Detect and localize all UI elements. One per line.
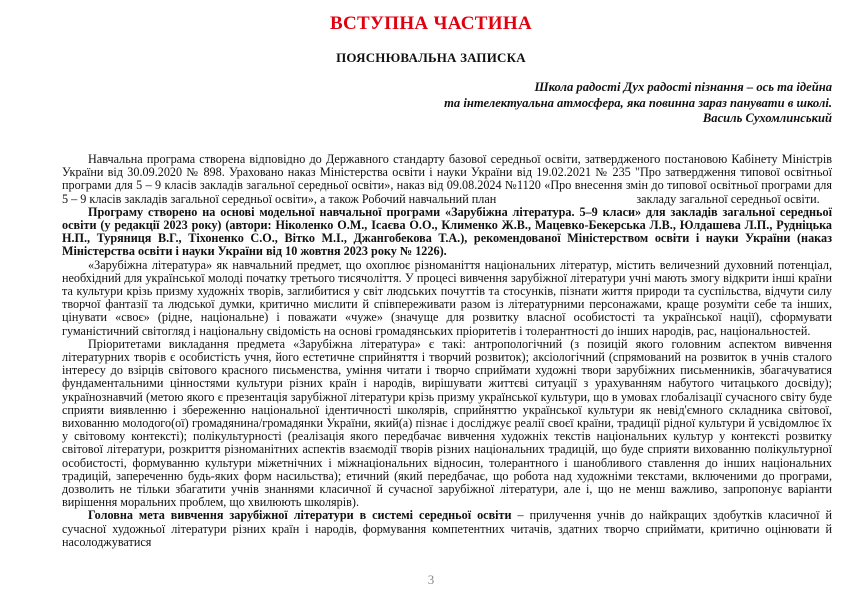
section-subtitle: ПОЯСНЮВАЛЬНА ЗАПИСКА [336, 50, 526, 65]
page-number: 3 [427, 572, 435, 587]
document-body [62, 153, 832, 549]
epigraph-author: Василь Сухомлинський [702, 111, 832, 125]
paragraph-priorities: Пріоритетами викладання предмета «Зарубіжна література» є такі: антропологічний (з позицій якого головним аспектом вивчення літературних творів є особистість учня, його естетичне сприйняття і творчий розвиток); аксіологічний (спрямований на розвиток в учнів сталого інтересу до взірців світового красного письменства, уміння читати і творчо сприймати художні твори зарубіжних письменників, збагачуватися фундаментальними цінностями культури різних країн і народів, вирішувати життєві ситуації з урахуванням набутого читацького досвіду); українознавчий (метою якого є презентація зарубіжної літератури крізь призму української культури, що в умовах глобалізації сучасного світу буде сприяти виявленню і збереженню національної ідентичності школярів, сприйняттю української культури як невід'ємного складника світової, вихованню молодого(ої) громадянина/громадянки України, який(а) пізнає і досліджує реалії своєї країни, традиції рідної культури й усвідомлює їх у світовому контексті); полікультурності (реалізація якого передбачає вивчення художніх текстів національних культур у контексті розвитку світової літератури, розкриття різноманітних аспектів взаємодії творів різних національних традицій, що буде сприяти вихованню полікультурної особистості, формуванню культури міжетнічних і міжнаціональних відносин, толерантного і шанобливого ставлення до інших національних традицій, запереченню будь-яких форм насильства); етичний (який передбачає, що робота над художніми текстами, включеними до програми, дозволить не тільки збагатити учнів знаннями класичної й сучасної зарубіжної літератури, але і, що не менш важливо, запропонує варіанти вирішення моральних проблем, що хвилюють школярів). [62, 336, 832, 510]
paragraph-standard-end: закладу загальної середньої освіти. [636, 191, 820, 206]
main-goal-text: – прилучення учнів до найкращих здобутків класичної й сучасної художньої літератури різних країн і народів, формування компетентних читачів, здатних творчо сприймати, критично оцінювати й насолоджуватися [62, 508, 833, 549]
paragraph-subject-description: «Зарубіжна література» як навчальний предмет, що охоплює різноманіття національних літератур, містить величезний духовний потенціал, необхідний для української молоді початку третього тисячоліття. У процесі вивчення зарубіжної літератури учні мають змогу відкрити інші країни та культури крізь призму художніх творів, заглибитися у світ людських почуттів та стосунків, пізнати життя природи та суспільства, відчути силу творчої фантазії та людської думки, критично мислити й співпереживати разом із літературними персонажами, краще розуміти себе та інших, цінувати «своє» (рідне, національне) і поважати «чуже» (значуще для розвитку власної особистості та української нації), сформувати гуманістичний світогляд і національну свідомість на основі громадянських пріоритетів і толерантності до інших народів, рас, національностей. [62, 257, 832, 338]
paragraph-standard-text: Навчальна програма створена відповідно до Державного стандарту базової середньої освіти, затвердженого постановою Кабінету Міністрів України від 30.09.2020 № 898. Ураховано наказ Міністерства освіти і науки України від 19.02.2021 № 235 "Про затвердження типової освітньої програми для 5 – 9 класів закладів загальної середньої освіти», наказ від 09.08.2024 №1120 «Про внесення змін до типової освітньої програми для 5 – 9 класів закладів загальної середньої освіти», а також Робочий навчальний план [62, 152, 832, 206]
epigraph-line-1: Школа радості Дух радості пізнання – ось та ідейна [534, 80, 832, 94]
paragraph-model-program: Програму створено на основі модельної навчальної програми «Зарубіжна література. 5–9 класи» для закладів загальної середньої освіти (у редакції 2023 року) (автори: Ніколенко О.М., Ісаєва О.О., Клименко Ж.В., Мацевко-Бекерська Л.В., Юлдашева Л.П., Рудніцька Н.П., Туряниця В.Г., Тіхоненко С.О., Вітко М.І., Джангобекова Т.А.), рекомендованої Міністерством освіти і науки України (наказ Міністерства освіти і науки України від 10 жовтня 2023 року № 1226). [62, 204, 832, 259]
epigraph-line-2: та інтелектуальна атмосфера, яка повинна зараз панувати в школі. [444, 95, 832, 110]
paragraph-standard [62, 153, 832, 206]
section-title: ВСТУПНА ЧАСТИНА [330, 13, 532, 34]
epigraph [444, 80, 832, 127]
paragraph-main-goal [62, 509, 832, 549]
main-goal-heading: Головна мета вивчення зарубіжної літератури в системі середньої освіти [88, 508, 512, 523]
